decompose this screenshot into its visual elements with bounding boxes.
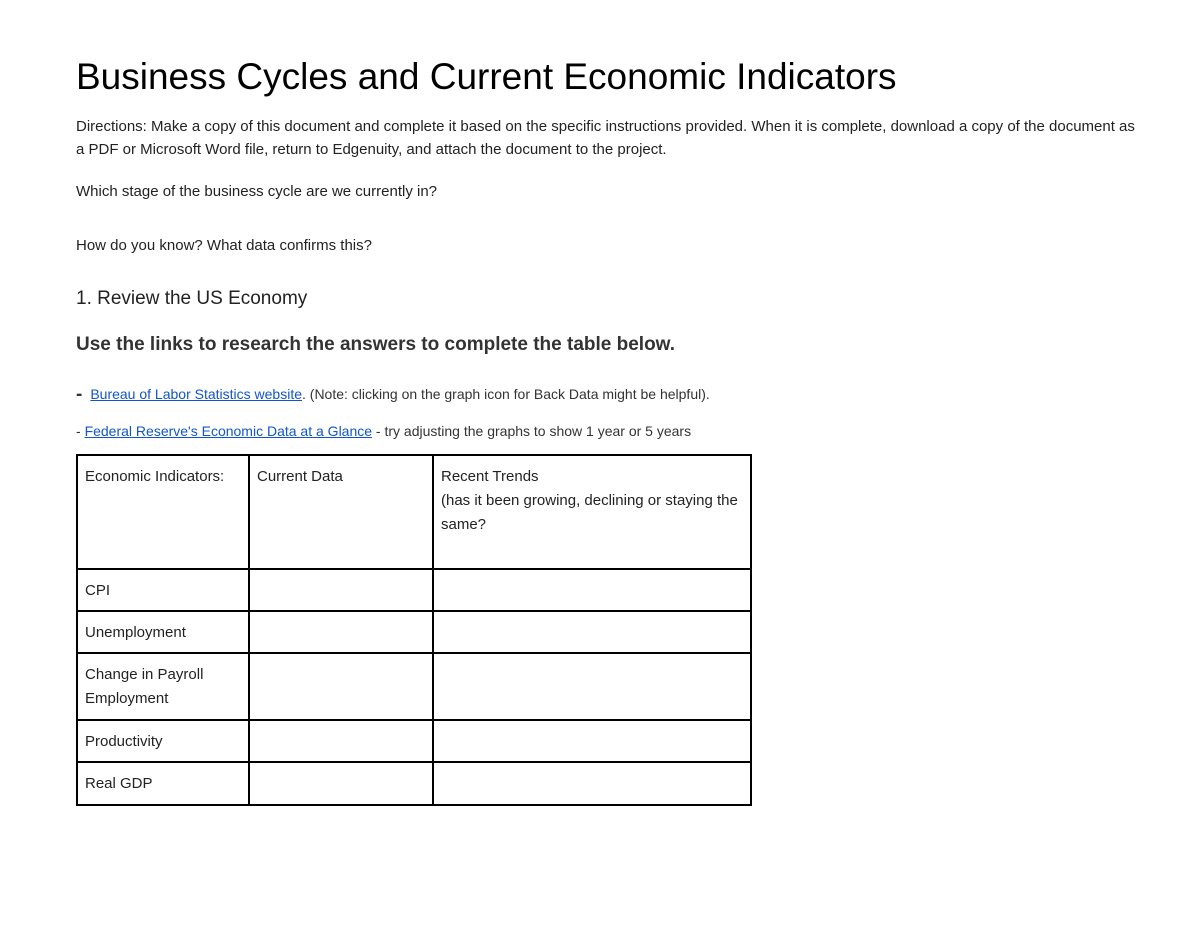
indicator-cell: Real GDP: [77, 762, 249, 805]
header-recent-trends-hint: (has it been growing, declining or staying the same?: [441, 492, 738, 533]
current-data-cell[interactable]: [249, 720, 433, 762]
table-row: [77, 762, 751, 805]
question-business-cycle-stage: Which stage of the business cycle are we currently in?: [76, 183, 438, 200]
bls-link-line: [76, 383, 710, 405]
recent-trend-cell[interactable]: [433, 720, 751, 762]
instruction-heading: Use the links to research the answers to complete the table below.: [76, 334, 676, 355]
current-data-cell[interactable]: [249, 653, 433, 720]
bls-website-link[interactable]: Bureau of Labor Statistics website: [90, 386, 302, 402]
current-data-cell[interactable]: [249, 569, 433, 611]
page-title: Business Cycles and Current Economic Indicators: [76, 56, 897, 97]
economic-indicators-table: [76, 454, 752, 806]
header-current-data: Current Data: [249, 455, 433, 569]
recent-trend-cell[interactable]: [433, 569, 751, 611]
bullet-dash: -: [76, 384, 83, 405]
indicator-cell: CPI: [77, 569, 249, 611]
fed-economic-data-link[interactable]: Federal Reserve's Economic Data at a Glance: [84, 423, 373, 439]
header-recent-trends: [433, 455, 751, 569]
table-row: [77, 611, 751, 653]
question-how-do-you-know: How do you know? What data confirms this?: [76, 237, 372, 254]
table-row: [77, 569, 751, 611]
header-economic-indicators: Economic Indicators:: [77, 455, 249, 569]
header-recent-trends-title: Recent Trends: [441, 468, 539, 485]
table-header-row: [77, 455, 751, 569]
indicator-cell: Productivity: [77, 720, 249, 762]
fed-note-text: - try adjusting the graphs to show 1 year or 5 years: [372, 423, 692, 439]
fed-link-line: [76, 423, 691, 439]
bullet-dash: -: [76, 423, 85, 439]
bls-note-text: . (Note: clicking on the graph icon for Back Data might be helpful).: [302, 386, 710, 402]
section-heading: 1. Review the US Economy: [76, 288, 308, 309]
table-row: [77, 653, 751, 720]
recent-trend-cell[interactable]: [433, 611, 751, 653]
table-row: [77, 720, 751, 762]
recent-trend-cell[interactable]: [433, 762, 751, 805]
indicator-cell: Unemployment: [77, 611, 249, 653]
directions-text: Directions: Make a copy of this document and complete it based on the specific instructions provided. When it is complete, download a copy of the document as a PDF or Microsoft Word file, return to Edgenuity, and attach the document to the project.: [76, 118, 1135, 158]
current-data-cell[interactable]: [249, 762, 433, 805]
current-data-cell[interactable]: [249, 611, 433, 653]
indicator-cell: Change in Payroll Employment: [77, 653, 249, 720]
recent-trend-cell[interactable]: [433, 653, 751, 720]
